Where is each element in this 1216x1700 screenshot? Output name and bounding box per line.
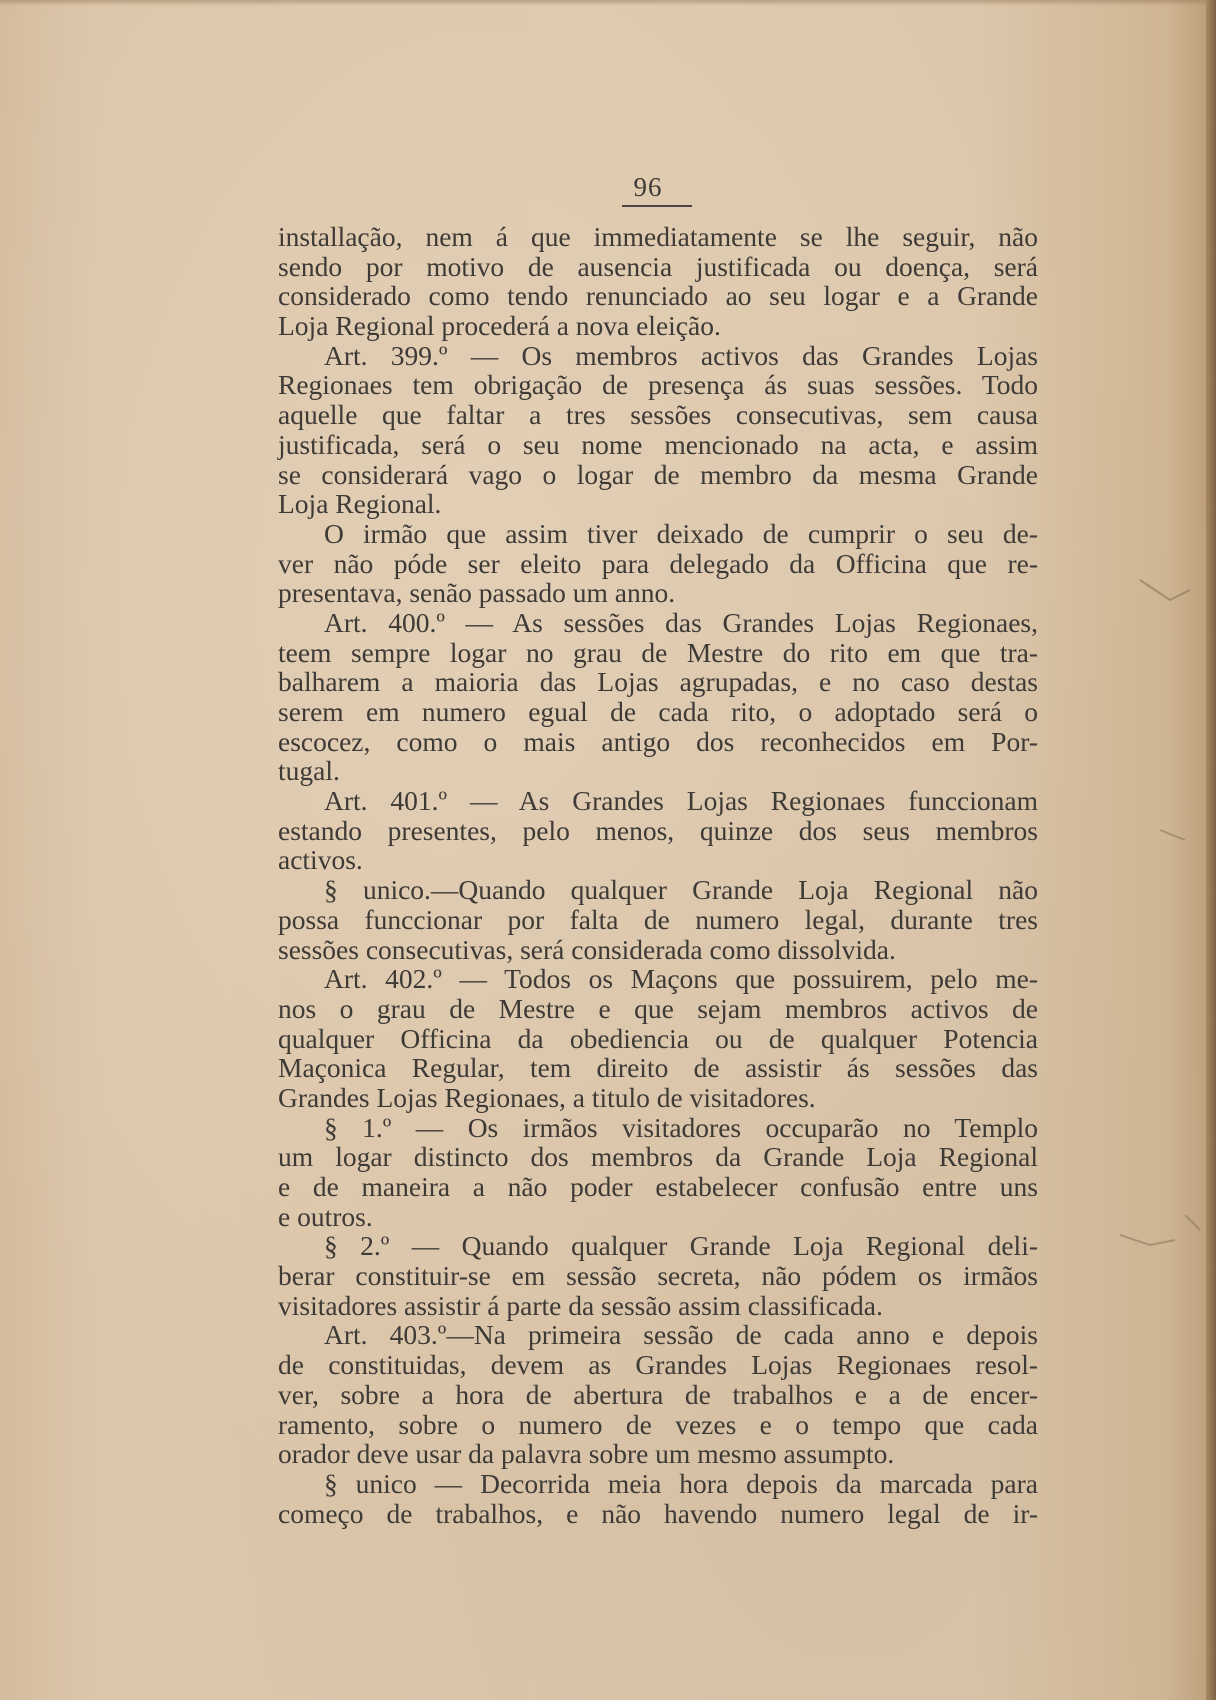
text-line: considerado como tendo renunciado ao seu logar e a Grande: [278, 280, 1038, 312]
text-line: um logar distincto dos membros da Grande Loja Regional: [278, 1141, 1038, 1173]
text-line: escocez, como o mais antigo dos reconhecidos em Por-: [278, 725, 1038, 757]
text-line: Loja Regional.: [278, 488, 442, 520]
text-line: O irmão que assim tiver deixado de cumprir o seu de-: [324, 517, 1038, 549]
text-line: ramento, sobre o numero de vezes e o tempo que cada: [278, 1408, 1038, 1440]
text-line: de constituidas, devem as Grandes Lojas Regionaes resol-: [278, 1349, 1038, 1381]
text-line: ver não póde ser eleito para delegado da Officina que re-: [278, 547, 1038, 579]
text-line: serem em numero egual de cada rito, o adoptado será o: [278, 696, 1038, 727]
text-line: Loja Regional procederá a nova eleição.: [278, 310, 721, 342]
text-line: § 2.º — Quando qualquer Grande Loja Regional deli-: [324, 1230, 1038, 1262]
text-line: aquelle que faltar a tres sessões consecutivas, sem causa: [278, 399, 1038, 431]
text-line: orador deve usar da palavra sobre um mesmo assumpto.: [278, 1438, 895, 1470]
text-line: ver, sobre a hora de abertura de trabalhos e a de encer-: [278, 1378, 1038, 1410]
text-line: § 1.º — Os irmãos visitadores occuparão no Templo: [324, 1111, 1038, 1143]
text-line: se considerará vago o logar de membro da mesma Grande: [278, 458, 1038, 490]
paper-mark: [1160, 830, 1185, 840]
paper-mark: [1185, 1215, 1200, 1230]
text-line: Art. 402.º — Todos os Maçons que possuirem, pelo me-: [324, 963, 1038, 995]
text-line: qualquer Officina da obediencia ou de qualquer Potencia: [278, 1022, 1038, 1054]
text-line: Grandes Lojas Regionaes, a titulo de visitadores.: [278, 1081, 816, 1113]
text-line: Regionaes tem obrigação de presença ás suas sessões. Todo: [278, 369, 1038, 401]
text-line: sendo por motivo de ausencia justificada ou doença, será: [278, 250, 1038, 282]
paper-mark: [1140, 580, 1190, 600]
text-line: § unico — Decorrida meia hora depois da marcada para: [324, 1467, 1038, 1499]
body-text: [278, 222, 1038, 1528]
text-line: tugal.: [278, 755, 340, 787]
text-line: Art. 401.º — As Grandes Lojas Regionaes funccionam: [324, 785, 1038, 817]
page-top-edge: [0, 0, 1216, 6]
text-line: activos.: [278, 844, 363, 876]
text-line: e de maneira a não poder estabelecer confusão entre uns: [278, 1171, 1038, 1202]
page-number-rule: [622, 205, 692, 207]
text-line: possa funccionar por falta de numero legal, durante tres: [278, 903, 1038, 935]
text-line: Maçonica Regular, tem direito de assistir ás sessões das: [278, 1052, 1038, 1084]
text-line: estando presentes, pelo menos, quinze dos seus membros: [278, 814, 1038, 846]
text-line: começo de trabalhos, e não havendo numero legal de ir-: [278, 1497, 1038, 1529]
text-line: visitadores assistir á parte da sessão assim classificada.: [278, 1289, 883, 1321]
text-line: Art. 403.º—Na primeira sessão de cada anno e depois: [324, 1319, 1038, 1351]
text-line: sessões consecutivas, será considerada como dissolvida.: [278, 933, 896, 965]
text-line: Art. 400.º — As sessões das Grandes Lojas Regionaes,: [324, 606, 1038, 638]
text-line: installação, nem á que immediatamente se lhe seguir, não: [278, 221, 1038, 252]
text-line: presentava, senão passado um anno.: [278, 577, 676, 609]
text-line: Art. 399.º — Os membros activos das Grandes Lojas: [324, 339, 1038, 371]
paper-mark: [1120, 1235, 1175, 1245]
text-line: § unico.—Quando qualquer Grande Loja Regional não: [324, 874, 1038, 906]
text-line: e outros.: [278, 1200, 373, 1232]
text-line: nos o grau de Mestre e que sejam membros activos de: [278, 992, 1038, 1024]
text-line: balharem a maioria das Lojas agrupadas, e no caso destas: [278, 666, 1038, 698]
text-line: teem sempre logar no grau de Mestre do rito em que tra-: [278, 636, 1038, 668]
page-number: 96: [633, 172, 663, 202]
page-binding-edge: [1206, 0, 1216, 1700]
text-line: justificada, será o seu nome mencionado na acta, e assim: [278, 428, 1038, 460]
text-line: berar constituir-se em sessão secreta, não pódem os irmãos: [278, 1260, 1038, 1292]
